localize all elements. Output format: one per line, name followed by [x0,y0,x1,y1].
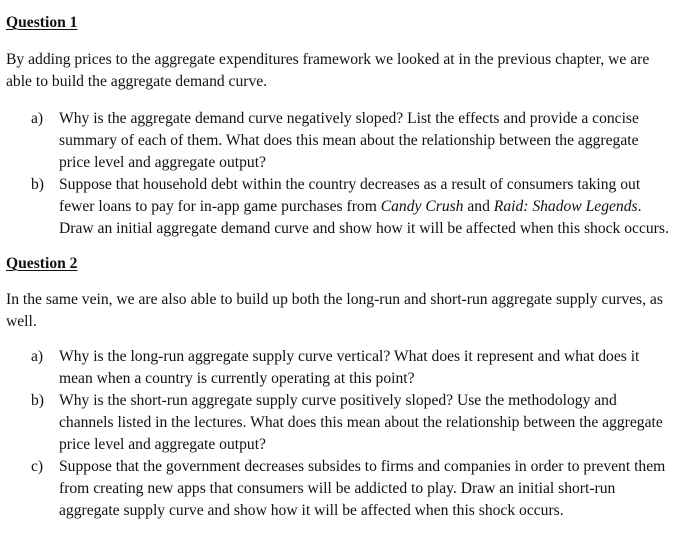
item-line-segment: fewer loans to pay for in-app game purchases from [59,198,381,215]
item-line: aggregate supply curve and show how it will be affected when this shock occurs. [59,502,564,519]
item-marker: b) [31,392,44,409]
item-line: Suppose that household debt within the country decreases as a result of consumers taking out [59,176,641,193]
question-1-intro-line-2: able to build the aggregate demand curve. [6,73,268,90]
question-2-heading: Question 2 [6,255,78,272]
question-2-item-c [31,456,697,522]
question-1-heading: Question 1 [6,14,78,31]
item-marker: b) [31,176,44,193]
item-line: price level and aggregate output? [59,154,266,171]
question-2-intro [6,289,696,333]
item-marker: a) [31,348,44,365]
item-line: mean when a country is currently operating at this point? [59,370,415,387]
item-marker: a) [31,110,44,127]
question-2-intro-line-2: well. [6,313,37,330]
game-title-raid-shadow-legends: Raid: Shadow Legends [493,198,638,215]
item-line: Why is the short-run aggregate supply curve positively sloped? Use the methodology and [59,392,617,409]
item-line [59,196,697,218]
item-line: price level and aggregate output? [59,436,266,453]
item-line: Suppose that the government decreases subsides to firms and companies in order to prevent them [59,458,666,475]
question-2-intro-line-1: In the same vein, we are also able to build up both the long-run and short-run aggregate supply curves, as [6,291,663,308]
item-line: channels listed in the lectures. What does this mean about the relationship between the aggregate [59,414,663,431]
item-line-segment: and [463,198,494,215]
question-2-item-b [31,390,697,456]
item-line: Draw an initial aggregate demand curve and show how it will be affected when this shock occurs. [59,220,669,237]
item-marker: c) [31,458,44,475]
item-line: from creating new apps that consumers will be addicted to play. Draw an initial short-run [59,480,616,497]
item-line: Why is the aggregate demand curve negatively sloped? List the effects and provide a concise [59,110,639,127]
item-line: summary of each of them. What does this mean about the relationship between the aggregate [59,132,639,149]
item-line: Why is the long-run aggregate supply curve vertical? What does it represent and what does it [59,348,640,365]
item-text [59,346,697,390]
item-text [59,174,697,240]
item-line-segment: . [637,198,642,215]
item-text [59,108,697,174]
item-text [59,390,697,456]
question-1-item-a [31,108,697,174]
game-title-candy-crush: Candy Crush [380,198,464,215]
question-1-item-b [31,174,697,240]
question-1-intro-line-1: By adding prices to the aggregate expenditures framework we looked at in the previous chapter, we are [6,51,650,68]
question-1-intro [6,49,696,93]
question-2-item-a [31,346,697,390]
item-text [59,456,697,522]
